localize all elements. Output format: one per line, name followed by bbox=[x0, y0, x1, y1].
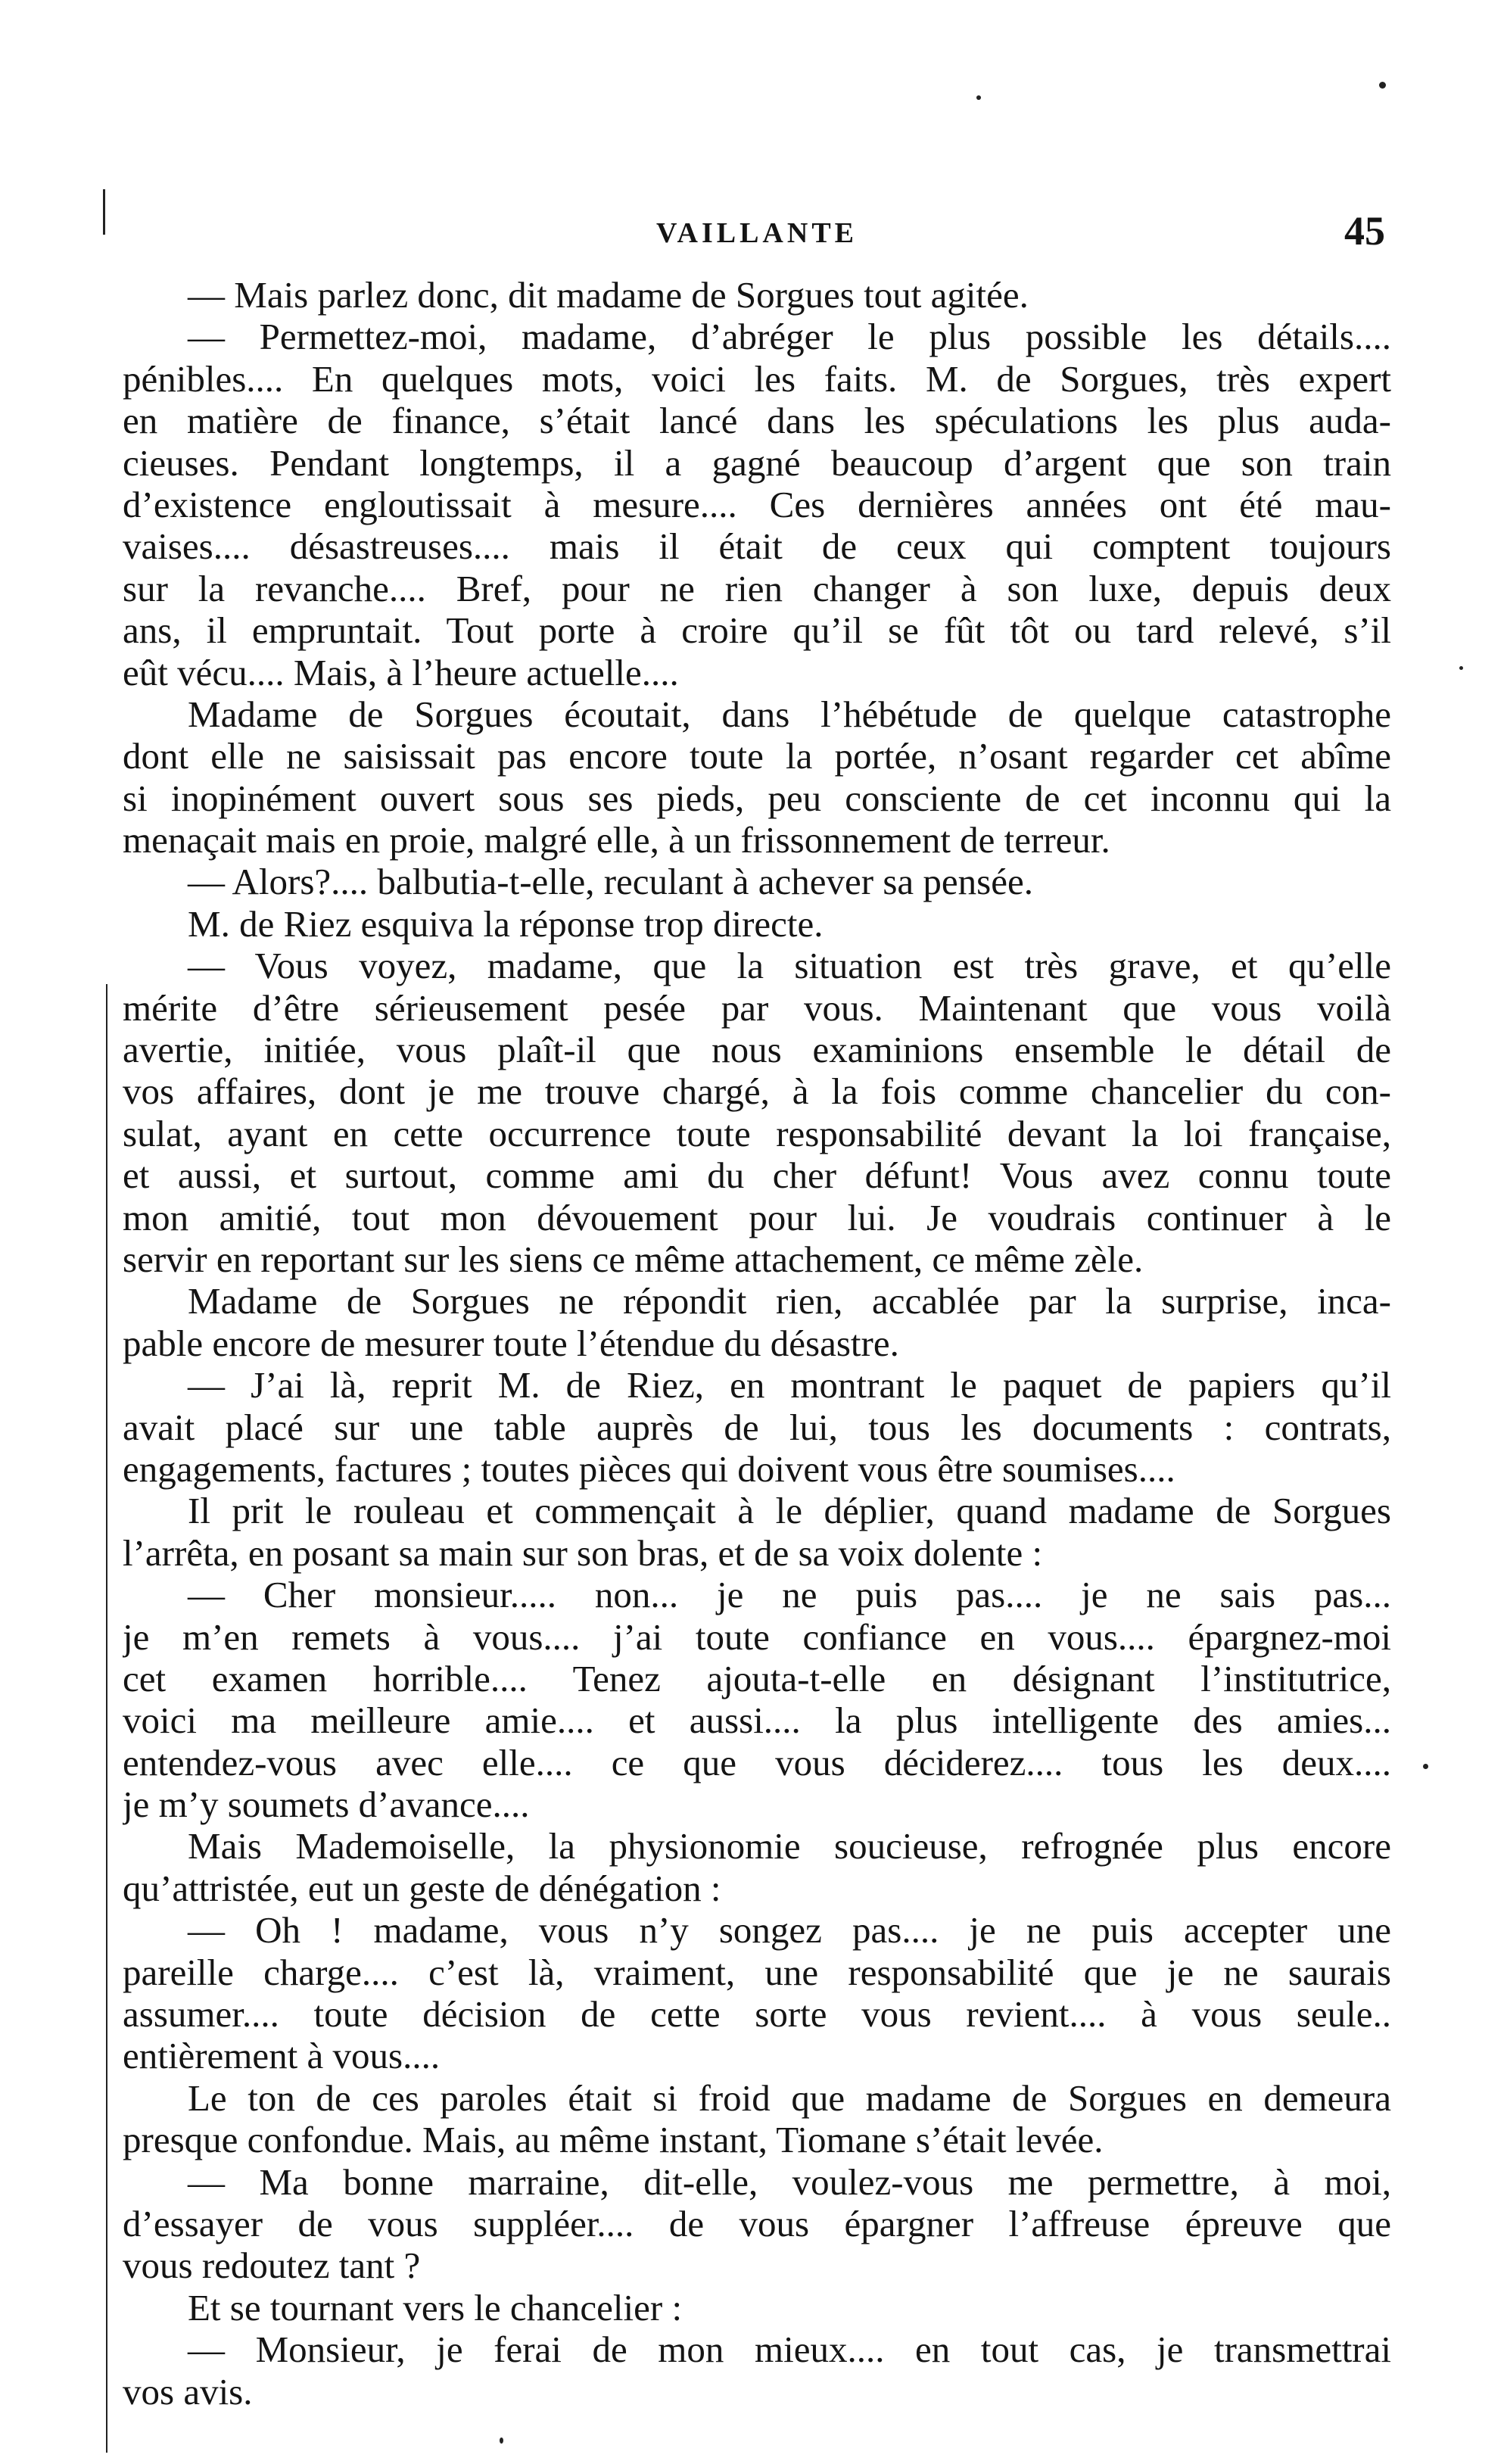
text-line: voici ma meilleure amie.... et aussi.... la plus intelligente des amies... bbox=[123, 1699, 1391, 1742]
text-line: d’essayer de vous suppléer.... de vous épargner l’affreuse épreuve que bbox=[123, 2202, 1391, 2244]
text-line: avertie, initiée, vous plaît-il que nous examinions ensemble le détail de bbox=[123, 1029, 1391, 1071]
text-line: Et se tournant vers le chancelier : bbox=[188, 2286, 683, 2328]
text-line: avait placé sur une table auprès de lui, tous les documents : contrats, bbox=[123, 1406, 1391, 1448]
page-number: 45 bbox=[1344, 208, 1385, 254]
text-line: — Monsieur, je ferai de mon mieux.... en tout cas, je transmettrai bbox=[188, 2328, 1391, 2371]
text-line: mon amitié, tout mon dévouement pour lui. Je voudrais continuer à le bbox=[123, 1196, 1391, 1238]
left-margin-edge bbox=[103, 189, 105, 235]
ink-speck bbox=[1379, 82, 1386, 89]
text-line: sur la revanche.... Bref, pour ne rien changer à son luxe, depuis deux bbox=[123, 567, 1391, 609]
text-line: assumer.... toute décision de cette sorte vous revient.... à vous seule.. bbox=[123, 1993, 1391, 2036]
text-line: — Ma bonne marraine, dit-elle, voulez-vous me permettre, à moi, bbox=[188, 2160, 1391, 2203]
text-line: Madame de Sorgues écoutait, dans l’hébétude de quelque catastrophe bbox=[188, 693, 1391, 735]
text-line: Il prit le rouleau et commençait à le déplier, quand madame de Sorgues bbox=[188, 1490, 1391, 1532]
text-line: engagements, factures ; toutes pièces qui doivent vous être soumises.... bbox=[123, 1447, 1175, 1490]
text-line: — Vous voyez, madame, que la situation est très grave, et qu’elle bbox=[188, 945, 1391, 987]
ink-speck bbox=[976, 95, 981, 100]
body-text bbox=[123, 274, 1391, 2413]
text-line: vos avis. bbox=[123, 2370, 253, 2413]
text-line: je m’y soumets d’avance.... bbox=[123, 1783, 530, 1826]
text-line: — Oh ! madame, vous n’y songez pas.... je ne puis accepter une bbox=[188, 1909, 1391, 1952]
text-line: et aussi, et surtout, comme ami du cher défunt! Vous avez connu toute bbox=[123, 1154, 1391, 1197]
text-line: cet examen horrible.... Tenez ajouta-t-elle en désignant l’institutrice, bbox=[123, 1657, 1391, 1699]
text-line: — Cher monsieur..... non... je ne puis pas.... je ne sais pas... bbox=[188, 1574, 1391, 1616]
text-line: si inopinément ouvert sous ses pieds, peu consciente de cet inconnu qui la bbox=[123, 777, 1391, 819]
text-line: d’existence engloutissait à mesure.... Ces dernières années ont été mau- bbox=[123, 483, 1391, 525]
text-line: pénibles.... En quelques mots, voici les faits. M. de Sorgues, très expert bbox=[123, 357, 1391, 400]
text-line: — Mais parlez donc, dit madame de Sorgues tout agitée. bbox=[188, 274, 1029, 316]
ink-speck bbox=[1423, 1764, 1428, 1769]
ink-speck bbox=[500, 2438, 503, 2444]
text-line: vos affaires, dont je me trouve chargé, à la fois comme chancelier du con- bbox=[123, 1070, 1391, 1113]
text-line: entièrement à vous.... bbox=[123, 2035, 441, 2077]
text-line: Le ton de ces paroles était si froid que madame de Sorgues en demeura bbox=[188, 2076, 1391, 2119]
text-line: qu’attristée, eut un geste de dénégation : bbox=[123, 1867, 721, 1909]
text-line: vous redoutez tant ? bbox=[123, 2244, 421, 2287]
text-line: je m’en remets à vous.... j’ai toute confiance en vous.... épargnez-moi bbox=[123, 1615, 1391, 1658]
text-line: — Permettez-moi, madame, d’abréger le plus possible les détails.... bbox=[188, 316, 1391, 358]
text-line: vaises.... désastreuses.... mais il était de ceux qui comptent toujours bbox=[123, 525, 1391, 568]
text-line: l’arrêta, en posant sa main sur son bras, et de sa voix dolente : bbox=[123, 1531, 1043, 1574]
text-line: Madame de Sorgues ne répondit rien, accablée par la surprise, inca- bbox=[188, 1280, 1391, 1322]
text-line: servir en reportant sur les siens ce même attachement, ce même zèle. bbox=[123, 1238, 1144, 1280]
text-line: M. de Riez esquiva la réponse trop directe. bbox=[188, 902, 824, 945]
text-line: sulat, ayant en cette occurrence toute responsabilité devant la loi française, bbox=[123, 1112, 1391, 1154]
text-line: pable encore de mesurer toute l’étendue du désastre. bbox=[123, 1322, 899, 1364]
left-binding-edge bbox=[106, 984, 107, 2453]
text-line: entendez-vous avec elle.... ce que vous déciderez.... tous les deux.... bbox=[123, 1741, 1391, 1783]
text-line: mérite d’être sérieusement pesée par vous. Maintenant que vous voilà bbox=[123, 986, 1391, 1029]
text-line: menaçait mais en proie, malgré elle, à un frissonnement de terreur. bbox=[123, 819, 1110, 861]
running-header bbox=[129, 203, 1385, 263]
text-line: pareille charge.... c’est là, vraiment, une responsabilité que je ne saurais bbox=[123, 1951, 1391, 1993]
text-line: ans, il empruntait. Tout porte à croire qu’il se fût tôt ou tard relevé, s’il bbox=[123, 609, 1391, 652]
text-line: Mais Mademoiselle, la physionomie soucieuse, refrognée plus encore bbox=[188, 1825, 1391, 1867]
text-line: en matière de finance, s’était lancé dans les spéculations les plus auda- bbox=[123, 400, 1391, 442]
text-line: — Alors?.... balbutia-t-elle, reculant à achever sa pensée. bbox=[188, 861, 1033, 903]
text-line: eût vécu.... Mais, à l’heure actuelle.... bbox=[123, 651, 679, 693]
text-line: — J’ai là, reprit M. de Riez, en montrant le paquet de papiers qu’il bbox=[188, 1364, 1391, 1406]
running-title: VAILLANTE bbox=[655, 217, 858, 249]
text-line: cieuses. Pendant longtemps, il a gagné beaucoup d’argent que son train bbox=[123, 441, 1391, 484]
text-line: presque confondue. Mais, au même instant, Tiomane s’était levée. bbox=[123, 2119, 1104, 2161]
text-line: dont elle ne saisissait pas encore toute la portée, n’osant regarder cet abîme bbox=[123, 735, 1391, 777]
ink-speck bbox=[1459, 666, 1463, 670]
